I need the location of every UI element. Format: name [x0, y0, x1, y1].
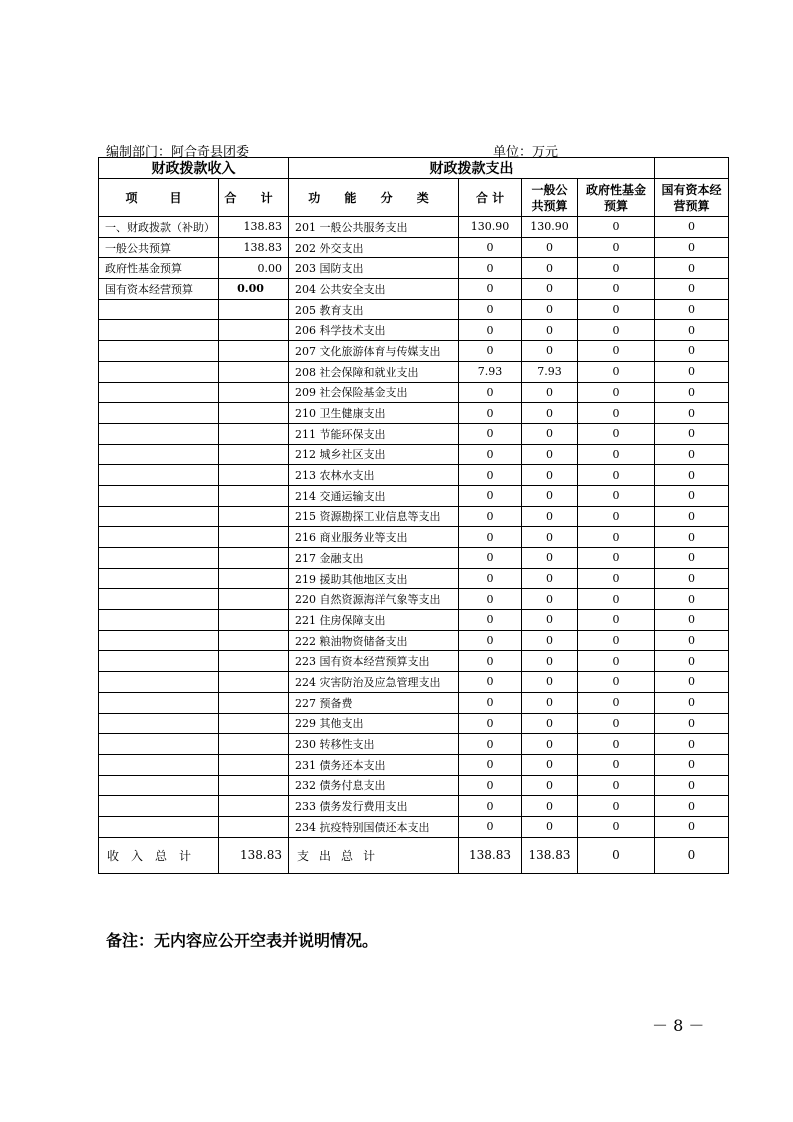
income-item-cell — [99, 816, 219, 837]
total-cell: 0 — [459, 403, 522, 424]
income-amount-cell — [219, 568, 289, 589]
income-item-cell — [99, 485, 219, 506]
fund-cell: 0 — [578, 403, 655, 424]
income-amount-cell — [219, 485, 289, 506]
income-amount-cell — [219, 796, 289, 817]
soe-cell: 0 — [655, 568, 729, 589]
function-cell: 211 节能环保支出 — [289, 423, 459, 444]
soe-cell: 0 — [655, 796, 729, 817]
income-item-cell: 一般公共预算 — [99, 237, 219, 258]
general-cell: 0 — [522, 651, 578, 672]
fund-cell: 0 — [578, 341, 655, 362]
fund-cell: 0 — [578, 630, 655, 651]
income-amount-cell — [219, 734, 289, 755]
income-amount-cell — [219, 444, 289, 465]
income-item-cell — [99, 506, 219, 527]
table-row — [99, 403, 729, 424]
fund-cell: 0 — [578, 217, 655, 238]
total-cell: 0 — [459, 651, 522, 672]
total-cell: 0 — [459, 382, 522, 403]
fund-cell: 0 — [578, 589, 655, 610]
total-cell: 0 — [459, 610, 522, 631]
function-cell: 232 债务付息支出 — [289, 775, 459, 796]
total-cell: 130.90 — [459, 217, 522, 238]
income-amount-cell — [219, 320, 289, 341]
total-cell: 7.93 — [459, 361, 522, 382]
fund-cell: 0 — [578, 796, 655, 817]
income-amount-cell — [219, 630, 289, 651]
fund-cell: 0 — [578, 382, 655, 403]
general-cell: 0 — [522, 279, 578, 300]
income-item-cell — [99, 651, 219, 672]
income-item-cell — [99, 775, 219, 796]
fund-cell: 0 — [578, 361, 655, 382]
income-amount-cell — [219, 548, 289, 569]
general-cell: 0 — [522, 341, 578, 362]
soe-cell: 0 — [655, 548, 729, 569]
income-section-header: 财政拨款收入 — [99, 158, 289, 179]
fund-cell: 0 — [578, 299, 655, 320]
function-cell: 206 科学技术支出 — [289, 320, 459, 341]
function-cell: 221 住房保障支出 — [289, 610, 459, 631]
function-cell: 203 国防支出 — [289, 258, 459, 279]
function-cell: 233 债务发行费用支出 — [289, 796, 459, 817]
function-cell: 210 卫生健康支出 — [289, 403, 459, 424]
soe-total: 0 — [655, 837, 729, 873]
fund-cell: 0 — [578, 568, 655, 589]
total-cell: 0 — [459, 485, 522, 506]
fund-cell: 0 — [578, 692, 655, 713]
fund-cell: 0 — [578, 506, 655, 527]
function-cell: 213 农林水支出 — [289, 465, 459, 486]
general-cell: 0 — [522, 444, 578, 465]
column-header-row — [99, 179, 729, 217]
income-amount-cell — [219, 361, 289, 382]
total-cell: 0 — [459, 237, 522, 258]
fund-cell: 0 — [578, 444, 655, 465]
function-cell: 202 外交支出 — [289, 237, 459, 258]
general-cell: 0 — [522, 672, 578, 693]
soe-cell: 0 — [655, 217, 729, 238]
function-cell: 219 援助其他地区支出 — [289, 568, 459, 589]
general-cell: 0 — [522, 465, 578, 486]
function-cell: 216 商业服务业等支出 — [289, 527, 459, 548]
function-cell: 205 教育支出 — [289, 299, 459, 320]
income-item-cell — [99, 754, 219, 775]
fund-cell: 0 — [578, 258, 655, 279]
table-row — [99, 423, 729, 444]
total-cell: 0 — [459, 465, 522, 486]
total-cell: 0 — [459, 630, 522, 651]
income-amount-cell — [219, 651, 289, 672]
general-cell: 0 — [522, 568, 578, 589]
soe-cell: 0 — [655, 630, 729, 651]
function-cell: 212 城乡社区支出 — [289, 444, 459, 465]
function-cell: 214 交通运输支出 — [289, 485, 459, 506]
income-item-cell — [99, 692, 219, 713]
table-row — [99, 568, 729, 589]
col-income-total: 合 计 — [219, 179, 289, 217]
table-row — [99, 651, 729, 672]
soe-cell: 0 — [655, 713, 729, 734]
function-cell: 209 社会保险基金支出 — [289, 382, 459, 403]
fund-cell: 0 — [578, 713, 655, 734]
income-amount-cell — [219, 713, 289, 734]
income-amount-cell — [219, 506, 289, 527]
unit-label: 单位：万元 — [493, 145, 559, 160]
empty-header-cell — [655, 158, 729, 179]
total-cell: 0 — [459, 341, 522, 362]
table-row — [99, 734, 729, 755]
function-cell: 234 抗疫特别国债还本支出 — [289, 816, 459, 837]
total-cell: 0 — [459, 692, 522, 713]
general-cell: 0 — [522, 485, 578, 506]
income-item-cell — [99, 527, 219, 548]
fund-cell: 0 — [578, 672, 655, 693]
total-cell: 0 — [459, 506, 522, 527]
general-cell: 0 — [522, 589, 578, 610]
total-cell: 0 — [459, 527, 522, 548]
soe-cell: 0 — [655, 610, 729, 631]
section-header-row — [99, 158, 729, 179]
total-cell: 0 — [459, 754, 522, 775]
income-item-cell — [99, 444, 219, 465]
general-cell: 0 — [522, 527, 578, 548]
income-amount-cell — [219, 589, 289, 610]
income-amount-cell — [219, 423, 289, 444]
fund-cell: 0 — [578, 651, 655, 672]
table-row — [99, 237, 729, 258]
general-cell: 0 — [522, 713, 578, 734]
col-fund: 政府性基金预算 — [578, 179, 655, 217]
soe-cell: 0 — [655, 734, 729, 755]
fund-total: 0 — [578, 837, 655, 873]
fund-cell: 0 — [578, 610, 655, 631]
general-total: 138.83 — [522, 837, 578, 873]
general-cell: 0 — [522, 630, 578, 651]
soe-cell: 0 — [655, 341, 729, 362]
soe-cell: 0 — [655, 237, 729, 258]
general-cell: 0 — [522, 734, 578, 755]
general-cell: 0 — [522, 610, 578, 631]
table-row — [99, 713, 729, 734]
income-amount-cell — [219, 754, 289, 775]
income-item-cell — [99, 568, 219, 589]
function-cell: 208 社会保障和就业支出 — [289, 361, 459, 382]
table-row — [99, 610, 729, 631]
income-item-cell — [99, 610, 219, 631]
col-item: 项 目 — [99, 179, 219, 217]
function-cell: 230 转移性支出 — [289, 734, 459, 755]
total-cell: 0 — [459, 299, 522, 320]
table-row — [99, 527, 729, 548]
function-cell: 220 自然资源海洋气象等支出 — [289, 589, 459, 610]
function-cell: 231 债务还本支出 — [289, 754, 459, 775]
table-row — [99, 217, 729, 238]
income-item-cell — [99, 361, 219, 382]
function-cell: 222 粮油物资储备支出 — [289, 630, 459, 651]
table-row — [99, 506, 729, 527]
income-amount-cell — [219, 692, 289, 713]
col-function: 功 能 分 类 — [289, 179, 459, 217]
col-soe: 国有资本经营预算 — [655, 179, 729, 217]
income-total-amount: 138.83 — [219, 837, 289, 873]
col-total: 合 计 — [459, 179, 522, 217]
soe-cell: 0 — [655, 403, 729, 424]
general-cell: 0 — [522, 423, 578, 444]
income-item-cell — [99, 403, 219, 424]
table-row — [99, 299, 729, 320]
fund-cell: 0 — [578, 485, 655, 506]
income-amount-cell — [219, 341, 289, 362]
general-cell: 0 — [522, 754, 578, 775]
soe-cell: 0 — [655, 506, 729, 527]
budget-table — [98, 157, 729, 874]
fund-cell: 0 — [578, 237, 655, 258]
soe-cell: 0 — [655, 651, 729, 672]
income-amount-cell: 0.00 — [219, 279, 289, 300]
income-amount-cell: 138.83 — [219, 217, 289, 238]
total-cell: 0 — [459, 444, 522, 465]
fund-cell: 0 — [578, 320, 655, 341]
general-cell: 0 — [522, 237, 578, 258]
total-cell: 0 — [459, 796, 522, 817]
table-row — [99, 258, 729, 279]
fund-cell: 0 — [578, 279, 655, 300]
total-cell: 0 — [459, 816, 522, 837]
total-cell: 0 — [459, 775, 522, 796]
income-item-cell: 一、财政拨款（补助） — [99, 217, 219, 238]
income-item-cell — [99, 672, 219, 693]
table-row — [99, 548, 729, 569]
function-cell: 223 国有资本经营预算支出 — [289, 651, 459, 672]
general-cell: 0 — [522, 548, 578, 569]
total-cell: 0 — [459, 279, 522, 300]
soe-cell: 0 — [655, 775, 729, 796]
fund-cell: 0 — [578, 754, 655, 775]
function-cell: 207 文化旅游体育与传媒支出 — [289, 341, 459, 362]
income-item-cell — [99, 734, 219, 755]
note-text: 备注：无内容应公开空表并说明情况。 — [106, 931, 379, 950]
soe-cell: 0 — [655, 589, 729, 610]
income-item-cell — [99, 630, 219, 651]
soe-cell: 0 — [655, 320, 729, 341]
general-cell: 0 — [522, 320, 578, 341]
table-row — [99, 485, 729, 506]
income-amount-cell: 0.00 — [219, 258, 289, 279]
function-cell: 227 预备费 — [289, 692, 459, 713]
table-row — [99, 361, 729, 382]
table-row — [99, 692, 729, 713]
table-row — [99, 444, 729, 465]
expense-total-label: 支出总计 — [289, 837, 459, 873]
general-cell: 0 — [522, 775, 578, 796]
table-row — [99, 589, 729, 610]
table-row — [99, 796, 729, 817]
table-row — [99, 816, 729, 837]
income-amount-cell — [219, 527, 289, 548]
income-amount-cell: 138.83 — [219, 237, 289, 258]
soe-cell: 0 — [655, 692, 729, 713]
fund-cell: 0 — [578, 423, 655, 444]
total-cell: 0 — [459, 713, 522, 734]
income-item-cell — [99, 548, 219, 569]
soe-cell: 0 — [655, 382, 729, 403]
soe-cell: 0 — [655, 444, 729, 465]
general-cell: 0 — [522, 506, 578, 527]
income-item-cell — [99, 423, 219, 444]
table-row — [99, 279, 729, 300]
soe-cell: 0 — [655, 816, 729, 837]
expense-total: 138.83 — [459, 837, 522, 873]
total-row — [99, 837, 729, 873]
fund-cell: 0 — [578, 816, 655, 837]
function-cell: 224 灾害防治及应急管理支出 — [289, 672, 459, 693]
table-row — [99, 672, 729, 693]
income-item-cell — [99, 320, 219, 341]
table-row — [99, 341, 729, 362]
income-item-cell — [99, 382, 219, 403]
income-amount-cell — [219, 816, 289, 837]
fund-cell: 0 — [578, 527, 655, 548]
total-cell: 0 — [459, 258, 522, 279]
soe-cell: 0 — [655, 754, 729, 775]
total-cell: 0 — [459, 548, 522, 569]
total-cell: 0 — [459, 672, 522, 693]
soe-cell: 0 — [655, 258, 729, 279]
soe-cell: 0 — [655, 465, 729, 486]
income-item-cell — [99, 341, 219, 362]
total-cell: 0 — [459, 568, 522, 589]
soe-cell: 0 — [655, 279, 729, 300]
total-cell: 0 — [459, 423, 522, 444]
general-cell: 0 — [522, 403, 578, 424]
function-cell: 229 其他支出 — [289, 713, 459, 734]
function-cell: 217 金融支出 — [289, 548, 459, 569]
income-item-cell — [99, 589, 219, 610]
general-cell: 130.90 — [522, 217, 578, 238]
table-row — [99, 382, 729, 403]
expense-section-header: 财政拨款支出 — [289, 158, 655, 179]
soe-cell: 0 — [655, 485, 729, 506]
table-row — [99, 775, 729, 796]
general-cell: 7.93 — [522, 361, 578, 382]
income-item-cell: 国有资本经营预算 — [99, 279, 219, 300]
soe-cell: 0 — [655, 423, 729, 444]
total-cell: 0 — [459, 589, 522, 610]
income-amount-cell — [219, 610, 289, 631]
income-amount-cell — [219, 672, 289, 693]
table-row — [99, 320, 729, 341]
function-cell: 215 资源勘探工业信息等支出 — [289, 506, 459, 527]
function-cell: 204 公共安全支出 — [289, 279, 459, 300]
function-cell: 201 一般公共服务支出 — [289, 217, 459, 238]
general-cell: 0 — [522, 382, 578, 403]
soe-cell: 0 — [655, 299, 729, 320]
fund-cell: 0 — [578, 465, 655, 486]
income-item-cell — [99, 299, 219, 320]
table-row — [99, 630, 729, 651]
income-amount-cell — [219, 403, 289, 424]
soe-cell: 0 — [655, 527, 729, 548]
table-row — [99, 754, 729, 775]
page-number: － 8 － — [652, 1016, 705, 1035]
col-general: 一般公共预算 — [522, 179, 578, 217]
fund-cell: 0 — [578, 548, 655, 569]
income-amount-cell — [219, 775, 289, 796]
general-cell: 0 — [522, 816, 578, 837]
income-amount-cell — [219, 382, 289, 403]
department-label: 编制部门：阿合奇县团委 — [106, 145, 250, 160]
total-cell: 0 — [459, 320, 522, 341]
income-item-cell — [99, 713, 219, 734]
general-cell: 0 — [522, 692, 578, 713]
income-item-cell — [99, 796, 219, 817]
table-row — [99, 465, 729, 486]
income-item-cell — [99, 465, 219, 486]
income-total-label: 收入总计 — [99, 837, 219, 873]
fund-cell: 0 — [578, 734, 655, 755]
fund-cell: 0 — [578, 775, 655, 796]
income-amount-cell — [219, 299, 289, 320]
general-cell: 0 — [522, 258, 578, 279]
income-item-cell: 政府性基金预算 — [99, 258, 219, 279]
soe-cell: 0 — [655, 672, 729, 693]
total-cell: 0 — [459, 734, 522, 755]
general-cell: 0 — [522, 796, 578, 817]
soe-cell: 0 — [655, 361, 729, 382]
income-amount-cell — [219, 465, 289, 486]
general-cell: 0 — [522, 299, 578, 320]
